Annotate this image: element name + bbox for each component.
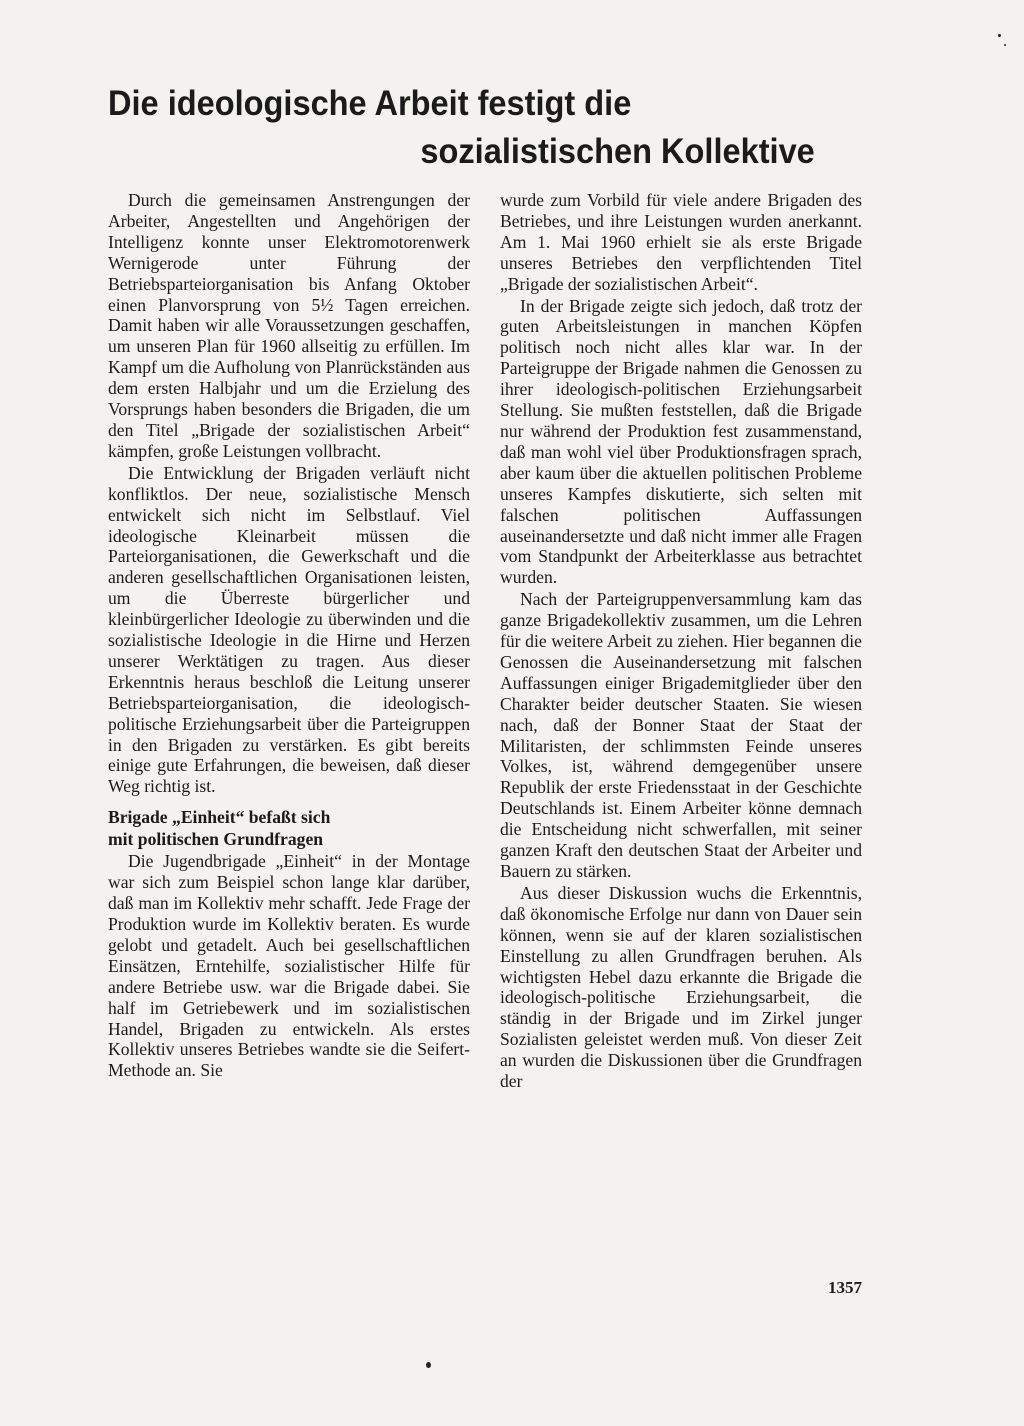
subheading-line-1: Brigade „Einheit“ befaßt sich (108, 807, 331, 828)
article-title-line-1: Die ideologische Arbeit festigt die (108, 84, 632, 123)
ink-speck (426, 1362, 431, 1368)
right-paragraph-4: Aus dieser Diskussion wuchs die Erkenntnis, daß ökonomische Erfolge nur dann von Dauer sein können, wenn sie auf der klaren sozialistischen Einstellung zu allen Grundfragen beruhen. Als wichtigsten Hebel dazu erkannte die Brigade die ideologisch-politische Erziehungsarbeit, die ständig in der Brigade und im Zirkel junger Sozialisten geleistet werden muß. Von dieser Zeit an wurden die Diskussionen über die Grundfragen der (500, 882, 862, 1092)
right-paragraph-1: wurde zum Vorbild für viele andere Brigaden des Betriebes, und ihre Leistungen wurden anerkannt. Am 1. Mai 1960 erhielt sie als erste Brigade unseres Betriebes den verpflichtenden Titel „Brigade der sozialistischen Arbeit“. (500, 190, 862, 294)
left-column (108, 190, 470, 1081)
section-subheading (108, 806, 470, 850)
ink-speck (1004, 44, 1006, 46)
article-title (108, 80, 815, 176)
right-paragraph-3: Nach der Parteigruppenversammlung kam das ganze Brigadekollektiv zusammen, um die Lehren für die weitere Arbeit zu ziehen. Hier begannen die Genossen die Auseinandersetzung mit falschen Auffassungen einiger Brigademitglieder über den Charakter beider deutscher Staaten. Sie wiesen nach, daß der Bonner Staat der Staat der Militaristen, der schlimmsten Feinde unseres Volkes, ist, während demgegenüber unsere Republik der erste Friedensstaat in der Geschichte Deutschlands ist. Einem Arbeiter könne demnach die Entscheidung nicht schwerfallen, mit seiner ganzen Kraft den deutschen Staat der Arbeiter und Bauern zu stärken. (500, 589, 862, 881)
left-paragraph-1: Durch die gemeinsamen Anstrengungen der Arbeiter, Angestellten und Angehörigen der Intelligenz konnte unser Elektromotorenwerk Wernigerode unter Führung der Betriebsparteiorganisation bis Anfang Oktober einen Planvorsprung von 5½ Tagen erreichen. Damit haben wir alle Voraussetzungen geschaffen, um unseren Plan für 1960 allseitig zu erfüllen. Im Kampf um die Aufholung von Planrückständen aus dem ersten Halbjahr und um die Erzielung des Vorsprungs haben besonders die Brigaden, die um den Titel „Brigade der sozialistischen Arbeit“ kämpfen, große Leistungen vollbracht. (108, 190, 470, 461)
article-title-line-2: sozialistischen Kollektive (420, 132, 815, 171)
right-column (500, 190, 862, 1092)
left-paragraph-2: Die Entwicklung der Brigaden verläuft nicht konfliktlos. Der neue, sozialistische Mensch entwickelt sich nicht im Selbstlauf. Viel ideologische Kleinarbeit müssen die Parteiorganisationen, die Gewerkschaft und die anderen gesellschaftlichen Organisationen leisten, um die Überreste bürgerlicher und kleinbürgerlicher Ideologie zu überwinden und die sozialistische Ideologie in die Hirne und Herzen unserer Werktätigen zu tragen. Aus dieser Erkenntnis heraus beschloß die Leitung unserer Betriebsparteiorganisation, die ideologisch-politische Erziehungsarbeit über die Parteigruppen in den Brigaden zu verstärken. Es gibt bereits einige gute Erfahrungen, die beweisen, daß dieser Weg richtig ist. (108, 462, 470, 797)
left-paragraph-3: Die Jugendbrigade „Einheit“ in der Montage war sich zum Beispiel schon lange klar darüber, daß man im Kollektiv mehr schafft. Jede Frage der Produktion wurde im Kollektiv beraten. Es wurde gelobt und getadelt. Auch bei gesellschaftlichen Einsätzen, Erntehilfe, sozialistischer Hilfe für andere Betriebe usw. war die Brigade dabei. Sie half im Getriebewerk und im sozialistischen Handel, Brigaden zu entwickeln. Als erstes Kollektiv unseres Betriebes wandte sie die Seifert-Methode an. Sie (108, 851, 470, 1081)
subheading-line-2: mit politischen Grundfragen (108, 829, 324, 850)
page-number: 1357 (828, 1278, 862, 1297)
right-paragraph-2: In der Brigade zeigte sich jedoch, daß trotz der guten Arbeitsleistungen in manchen Köpfen politisch noch nicht alles klar war. In der Parteigruppe der Brigade nahmen die Genossen zu ihrer ideologisch-politischen Erziehungsarbeit Stellung. Sie mußten feststellen, daß die Brigade nur während der Produktion fest zusammenstand, daß man wohl viel über Produktionsfragen sprach, aber kaum über die aktuellen politischen Probleme unseres Kampfes diskutierte, sich selten mit falschen politischen Auffassungen auseinandersetzte und daß nicht immer alle Fragen vom Standpunkt der Arbeiterklasse aus betrachtet wurden. (500, 295, 862, 588)
ink-speck (998, 34, 1001, 37)
